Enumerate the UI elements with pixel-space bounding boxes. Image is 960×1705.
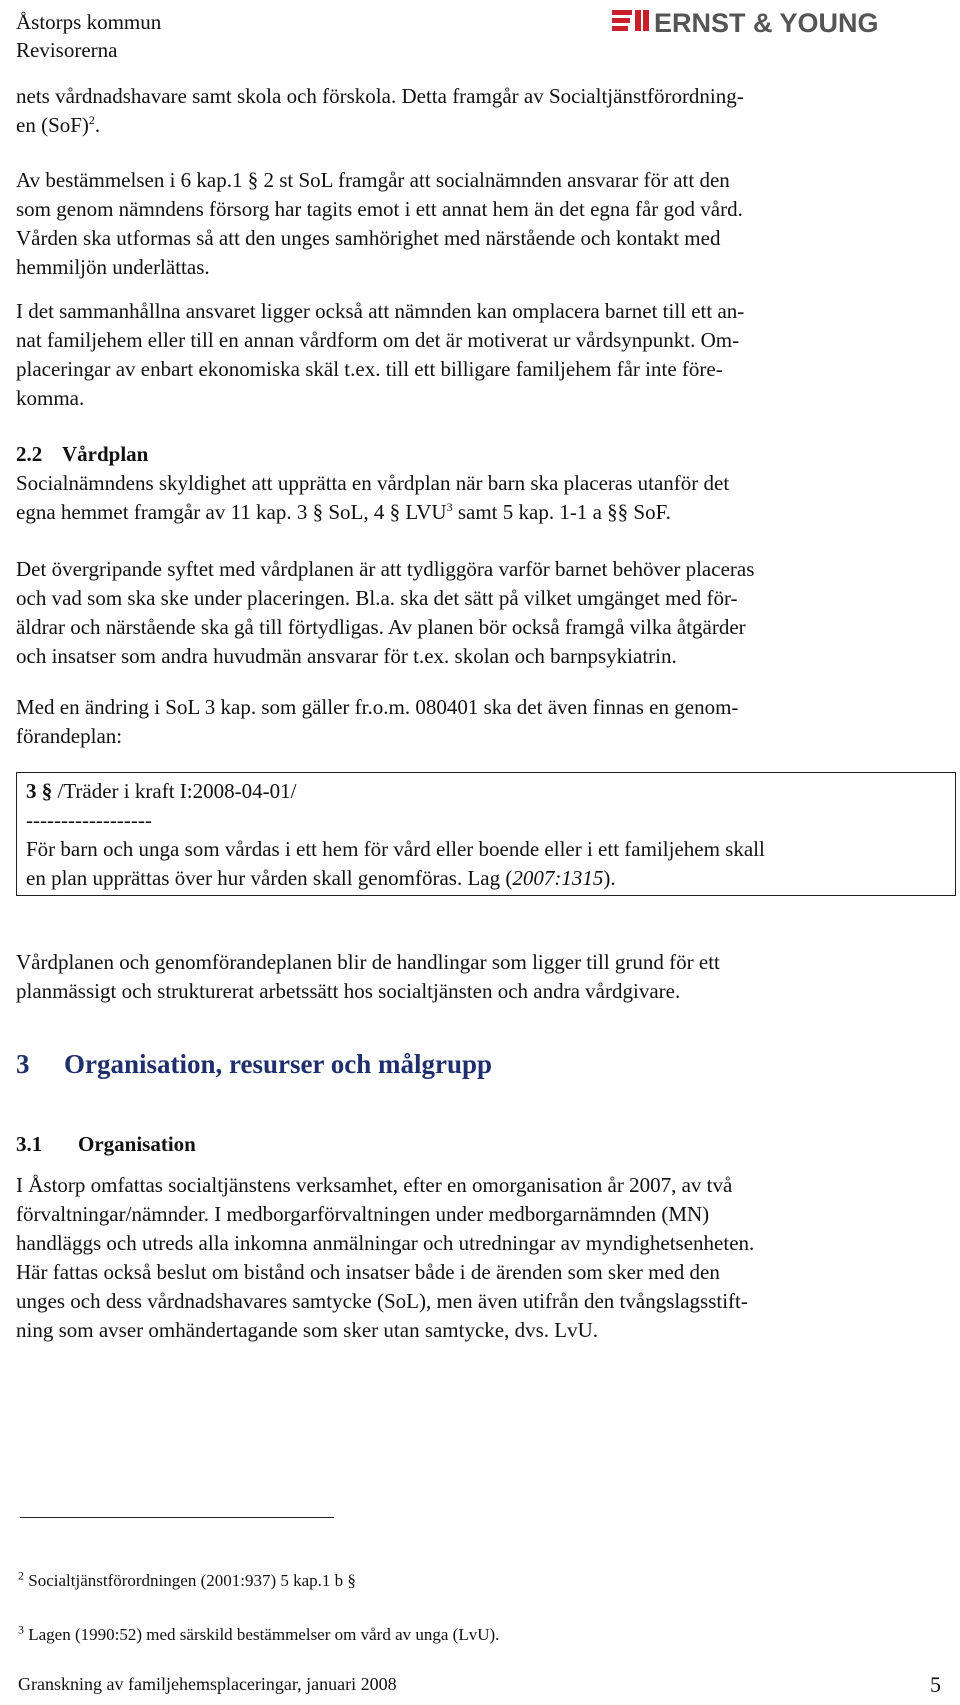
logo-text: ERNST & YOUNG	[654, 8, 879, 38]
section-number: 3	[16, 1049, 30, 1079]
section-number: 2.2	[16, 442, 43, 466]
footnote-text: Socialtjänstförordningen (2001:937) 5 kap.1 b §	[28, 1571, 356, 1590]
p1-line2	[16, 111, 100, 140]
p7-line2: planmässigt och strukturerat arbetssätt hos socialtjänsten och andra vårdgivare.	[16, 979, 681, 1003]
p3-line3: placeringar av enbart ekonomiska skäl t.ex. till ett billigare familjehem får inte före-	[16, 357, 723, 381]
p5-line3: äldrar och närstående ska gå till förtydligas. Av planen bör också framgå vilka åtgärder	[16, 615, 746, 639]
p6-line2: förandeplan:	[16, 724, 123, 748]
section-title: Organisation	[78, 1132, 196, 1156]
section-heading-3-1	[16, 1130, 196, 1159]
p1-period: .	[94, 113, 101, 137]
section-heading-3	[16, 1046, 492, 1082]
law-text: en plan upprättas över hur vården skall genomföras. Lag (	[26, 866, 513, 890]
p7-line1: Vårdplanen och genomförandeplanen blir de handlingar som ligger till grund för ett	[16, 950, 720, 974]
law-text-end: ).	[603, 866, 616, 890]
p5-line4: och insatser som andra huvudmän ansvarar för t.ex. skolan och barnpsykiatrin.	[16, 644, 677, 668]
p8-line3: handläggs och utreds alla inkomna anmälningar och utredningar av myndighetsenheten.	[16, 1231, 755, 1255]
footnote-3	[18, 1624, 499, 1646]
footnote-text: Lagen (1990:52) med särskild bestämmelser om vård av unga (LvU).	[28, 1625, 500, 1644]
footnote-2	[18, 1570, 356, 1592]
p5-line2: och vad som ska ske under placeringen. Bl.a. ska det sätt på vilket umgänget med för-	[16, 586, 738, 610]
p8-line2: förvaltningar/nämnder. I medborgarförvaltningen under medborgarnämnden (MN)	[16, 1202, 710, 1226]
page-number: 5	[930, 1672, 941, 1697]
p4-text-end: samt 5 kap. 1-1 a §§ SoF.	[452, 500, 671, 524]
section-title: Vårdplan	[62, 442, 149, 466]
law-effective-date: /Träder i kraft I:2008-04-01/	[52, 779, 297, 803]
section-heading-2-2	[16, 440, 148, 469]
p8-line5: unges och dess vårdnadshavares samtycke (SoL), men även utifrån den tvångslagsstift-	[16, 1289, 748, 1313]
law-line1: För barn och unga som vårdas i ett hem för vård eller boende eller i ett familjehem skall	[26, 837, 765, 861]
p1-line1: nets vårdnadshavare samt skola och förskola. Detta framgår av Socialtjänstförordning-	[16, 84, 744, 108]
law-dashes: ------------------	[26, 808, 152, 832]
p5-line1: Det övergripande syftet med vårdplanen är att tydliggöra varför barnet behöver placeras	[16, 557, 755, 581]
footnote-number: 3	[18, 1622, 24, 1637]
law-section-number: 3 §	[26, 779, 53, 803]
p6-line1: Med en ändring i SoL 3 kap. som gäller fr.o.m. 080401 ska det även finnas en genom-	[16, 695, 739, 719]
p3-line2: nat familjehem eller till en annan vårdform om det är motiverat ur vårdsynpunkt. Om-	[16, 328, 740, 352]
ernst-young-logo	[610, 4, 910, 44]
p2-line4: hemmiljön underlättas.	[16, 255, 210, 279]
p3-line1: I det sammanhållna ansvaret ligger också att nämnden kan omplacera barnet till ett an-	[16, 299, 745, 323]
p2-line1: Av bestämmelsen i 6 kap.1 § 2 st SoL framgår att socialnämnden ansvarar för att den	[16, 168, 730, 192]
p3-line4: komma.	[16, 386, 85, 410]
p4-text: egna hemmet framgår av 11 kap. 3 § SoL, 4 § LVU	[16, 500, 447, 524]
p8-line6: ning som avser omhändertagande som sker utan samtycke, dvs. LvU.	[16, 1318, 599, 1342]
footnote-number: 2	[18, 1568, 24, 1583]
header-dept: Revisorerna	[16, 38, 118, 62]
footnote-separator	[20, 1517, 334, 1518]
law-line2	[26, 864, 616, 893]
law-heading	[26, 777, 296, 806]
p8-line1: I Åstorp omfattas socialtjänstens verksamhet, efter en omorganisation år 2007, av två	[16, 1173, 733, 1197]
p2-line2: som genom nämndens försorg har tagits emot i ett annat hem än det egna får god vård.	[16, 197, 743, 221]
p4-line1: Socialnämndens skyldighet att upprätta en vårdplan när barn ska placeras utanför det	[16, 471, 730, 495]
p8-line4: Här fattas också beslut om bistånd och insatser både i de ärenden som sker med den	[16, 1260, 720, 1284]
section-title: Organisation, resurser och målgrupp	[64, 1049, 493, 1079]
section-number: 3.1	[16, 1132, 43, 1156]
footer-title: Granskning av familjehemsplaceringar, januari 2008	[18, 1674, 397, 1694]
p4-line2	[16, 498, 671, 527]
ey-bars-icon	[612, 10, 649, 31]
header-org: Åstorps kommun	[16, 10, 162, 34]
footnote-ref-3: 3	[446, 500, 453, 514]
p2-line3: Vården ska utformas så att den unges samhörighet med närstående och kontakt med	[16, 226, 721, 250]
p1-text: en (SoF)	[16, 113, 89, 137]
law-reference-link[interactable]: 2007:1315	[512, 866, 604, 890]
footnote-ref-2: 2	[88, 113, 95, 127]
